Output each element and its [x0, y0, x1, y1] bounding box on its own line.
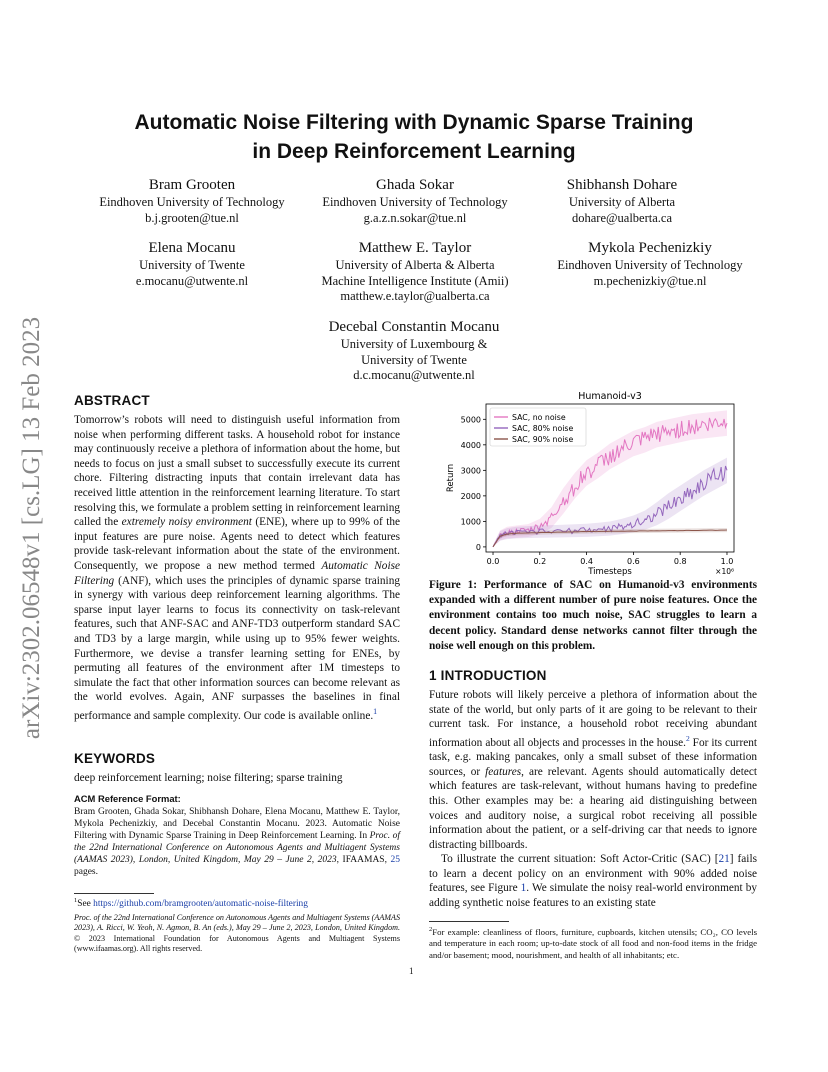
proceedings-citation: Proc. of the 22nd International Conference on Autonomous Agents and Multiagent Systems (AAMAS 2023), A. Ricci, W. Yeoh, N. Agmon, B. An (eds.), May 29 – June 2, 2023, London, United Kingdom.	[74, 913, 400, 933]
citation-link[interactable]: 21	[718, 853, 730, 866]
acm-part: , IFAAMAS,	[336, 855, 391, 866]
legend-entry: SAC, 90% noise	[512, 435, 574, 444]
intro-paragraph-1	[429, 688, 757, 852]
author-block	[525, 238, 775, 289]
intro-paragraph-2	[429, 852, 757, 910]
acm-part: pages.	[74, 867, 99, 878]
y-tick-label: 5000	[460, 415, 481, 425]
title-line-1: Automatic Noise Filtering with Dynamic Sparse Training	[134, 111, 694, 134]
author-block	[290, 238, 540, 305]
author-name: Matthew E. Taylor	[358, 240, 472, 256]
author-name: Bram Grooten	[148, 177, 236, 193]
footnote-text: For example: cleanliness of floors, furniture, cupboards, kitchen utensils; CO₂, CO levels and temperature in each room; up-to-date stock of all food and non-food items in the fridge and/or basement; mood, nourishment, and health of all inhabitants; etc.	[429, 926, 757, 960]
acm-pages-link[interactable]: 25	[390, 855, 400, 866]
abstract-part: (ENE), where up to 99% of the input features are pure noise. Agents need to detect which features provide task-relevant information about the state of the environment. Consequently, we propose a new method termed	[74, 516, 400, 572]
y-axis-label: Return	[446, 463, 456, 493]
author-block	[67, 175, 317, 226]
x-scale-label: ×10⁶	[715, 567, 734, 576]
y-tick-label: 4000	[460, 440, 481, 450]
introduction-heading: 1 INTRODUCTION	[429, 668, 547, 683]
x-tick-label: 0.8	[673, 557, 687, 566]
chart-title: Humanoid-v3	[578, 391, 642, 402]
acm-reference-heading: ACM Reference Format:	[74, 793, 181, 804]
figure-1-caption: Figure 1: Performance of SAC on Humanoid-v3 environments expanded with a different number of pure noise features. Once the environment contains too much noise, SAC struggles to learn a decent policy. Standard dense networks cannot filter through the noise well enough on this problem.	[429, 579, 757, 652]
author-email: b.j.grooten@tue.nl	[145, 210, 239, 225]
author-email: m.pechenizkiy@tue.nl	[593, 273, 707, 288]
author-affiliation: University of Alberta & Alberta	[335, 258, 495, 272]
arxiv-sidebar-stamp	[12, 288, 52, 768]
author-email: g.a.z.n.sokar@tue.nl	[363, 210, 467, 225]
author-affiliation: University of Luxembourg &	[340, 337, 488, 351]
x-tick-label: 0.0	[486, 557, 500, 566]
intro-emphasis: features	[485, 765, 522, 778]
intro-part: , are relevant. Agents should automatically detect which features are task-relevant, without humans having to predefine this. Other examples may be: a hearing aid distinguishing between voices and auditory noise, a surgical robot receiving all possible information about the patient, or a self-driving car that needs to ignore distracting billboards.	[429, 765, 757, 851]
abstract-emphasis: extremely noisy environment	[121, 516, 252, 529]
author-block	[289, 317, 539, 384]
acm-part: Bram Grooten, Ghada Sokar, Shibhansh Dohare, Elena Mocanu, Matthew E. Taylor, Mykola Pechenizkiy, and Decebal Constantin Mocanu. 2023. Automatic Noise Filtering with Dynamic Sparse Training in Deep Reinforcement Learning. In	[74, 807, 400, 842]
author-name: Decebal Constantin Mocanu	[328, 319, 500, 335]
author-affiliation: University of Alberta	[568, 195, 676, 209]
intro-part: Future robots will likely perceive a plethora of information about the state of the world, but only parts of it are going to be relevant to their current task. For instance, a household robot receiving abundant information about all objects and processes in the house.	[429, 689, 757, 749]
x-tick-label: 0.2	[533, 557, 547, 566]
author-affiliation: Machine Intelligence Institute (Amii)	[321, 273, 509, 288]
author-block	[497, 175, 747, 226]
y-tick-label: 3000	[460, 466, 481, 476]
footnote-mark: 1	[74, 897, 78, 904]
abstract-part: (ANF), which uses the principles of dynamic sparse training in synergy with various deep reinforcement learning algorithms. The sparse input layer learns to focus its connectivity on task-relevant features, such that ANF-SAC and ANF-TD3 outperform standard SAC and TD3 by a large margin, while using up to 95% fewer weights. Furthermore, we devise a transfer learning setting for ENEs, by permuting all features of the environment after 1M timesteps to simulate the fact that other information sources can become relevant as the world evolves. Again, ANF surpasses the baselines in final performance and sample complexity. Our code is available online.	[74, 574, 400, 722]
title-line-2: in Deep Reinforcement Learning	[252, 140, 576, 163]
abstract-part: Tomorrow’s robots will need to distinguish useful information from noise when performing different tasks. A household robot for instance may continuously receive a plethora of information about the home, but needs to focus on just a small subset to successfully execute its current chore. Filtering distracting inputs that contain irrelevant data has received little attention in the reinforcement learning literature. To start resolving this, we formulate a problem setting in reinforcement learning called the	[74, 414, 400, 529]
author-affiliation: Eindhoven University of Technology	[99, 195, 285, 209]
author-email: d.c.mocanu@utwente.nl	[353, 368, 475, 382]
acm-reference-text	[74, 806, 400, 879]
footnote-1	[74, 895, 400, 910]
acm-venue: Proc. of the 22nd International Conference on Autonomous Agents and Multiagent Systems (AAMAS 2023), London, United Kingdom, May 29 – June 2, 2023	[74, 831, 400, 866]
author-name: Shibhansh Dohare	[566, 177, 678, 193]
legend-entry: SAC, no noise	[512, 413, 566, 422]
footnote-2	[429, 924, 757, 961]
author-name: Mykola Pechenizkiy	[588, 240, 712, 256]
copyright-text: © 2023 International Foundation for Autonomous Agents and Multiagent Systems (www.ifaamas.org). All rights reserved.	[74, 933, 400, 954]
intro-part: . We simulate the noisy real-world environment by adding synthetic noise features to an existing state	[429, 882, 757, 910]
legend-entry: SAC, 80% noise	[512, 424, 574, 433]
arxiv-identifier: arXiv:2302.06548v1 [cs.LG] 13 Feb 2023	[18, 316, 45, 740]
footnote-ref-2[interactable]: 2	[685, 733, 690, 743]
abstract-text	[74, 413, 400, 723]
author-email: e.mocanu@utwente.nl	[135, 273, 249, 288]
intro-part: To illustrate the current situation: Soft Actor-Critic (SAC) [	[441, 853, 719, 866]
abstract-emphasis: Automatic Noise Filtering	[74, 559, 400, 587]
x-axis-label: Timesteps	[588, 567, 632, 577]
x-tick-label: 0.6	[627, 557, 640, 566]
footnote-ref-1[interactable]: 1	[373, 706, 378, 716]
footnote-text: See	[77, 899, 94, 910]
y-tick-label: 1000	[460, 517, 481, 527]
introduction-text	[429, 688, 757, 911]
figure-ref-link[interactable]: 1	[520, 882, 527, 895]
y-tick-label: 0	[475, 542, 481, 552]
intro-part: For its current task, e.g. making pancakes, only a small subset of these information sources, or	[429, 736, 758, 778]
author-block	[67, 238, 317, 289]
author-affiliation: University of Twente	[361, 352, 467, 367]
abstract-heading: ABSTRACT	[74, 393, 150, 408]
humanoid-chart	[428, 388, 758, 580]
page-number: 1	[409, 966, 414, 976]
keywords-text: deep reinforcement learning; noise filtering; sparse training	[74, 772, 343, 784]
author-email: matthew.e.taylor@ualberta.ca	[340, 289, 490, 303]
x-tick-label: 0.4	[580, 557, 593, 566]
y-tick-label: 2000	[460, 491, 481, 501]
author-affiliation: Eindhoven University of Technology	[557, 258, 743, 272]
footnote-mark: 2	[429, 926, 433, 933]
proceedings-note	[74, 913, 400, 955]
footnote-rule	[429, 921, 509, 922]
footnote-rule	[74, 893, 154, 894]
code-repository-link[interactable]: https://github.com/bramgrooten/automatic-noise-filtering	[93, 899, 308, 910]
x-tick-label: 1.0	[720, 557, 734, 566]
author-email: dohare@ualberta.ca	[572, 210, 672, 225]
author-name: Ghada Sokar	[376, 177, 454, 193]
intro-part: ] fails to learn a decent policy on an environment with 90% added noise features, see Figure	[429, 853, 757, 895]
author-name: Elena Mocanu	[148, 240, 236, 256]
author-affiliation: Eindhoven University of Technology	[322, 195, 508, 209]
author-affiliation: University of Twente	[139, 258, 245, 272]
keywords-heading: KEYWORDS	[74, 751, 156, 766]
paper-title	[0, 108, 828, 166]
